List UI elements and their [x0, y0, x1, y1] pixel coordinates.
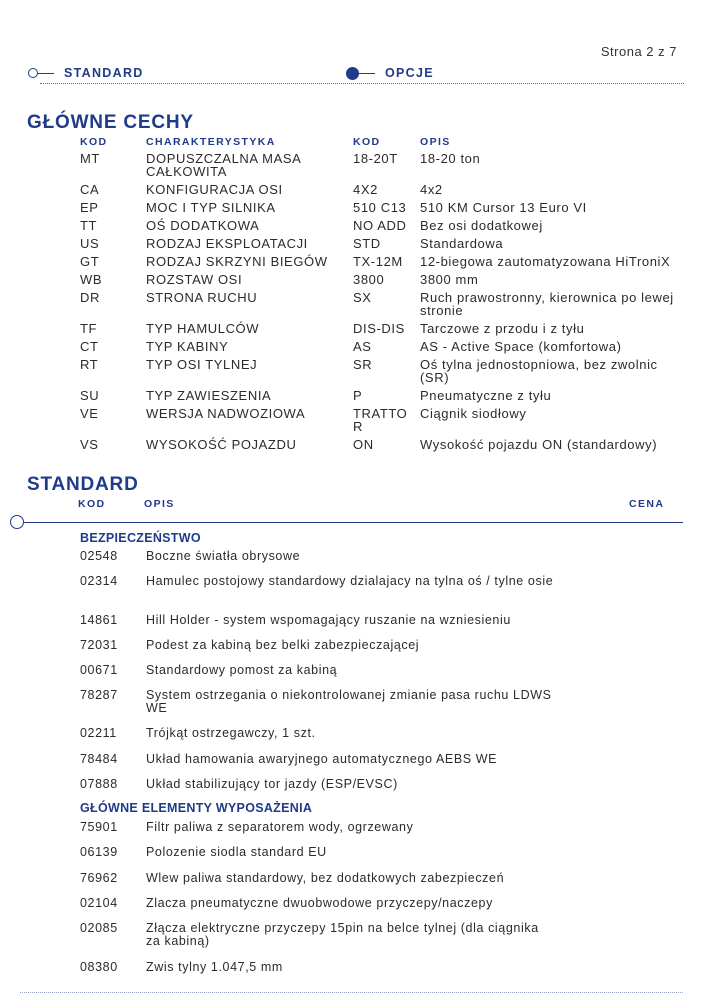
feature-code: SX	[353, 290, 372, 305]
feature-description: 18-20 ton	[420, 151, 481, 166]
feature-description: 4x2	[420, 182, 443, 197]
feature-characteristic: WYSOKOŚĆ POJAZDU	[146, 437, 297, 452]
item-kod: 14861	[80, 613, 118, 627]
item-kod: 02104	[80, 896, 118, 910]
feature-description: Bez osi dodatkowej	[420, 218, 543, 233]
feature-characteristic: TYP HAMULCÓW	[146, 321, 260, 336]
nav-line	[359, 73, 375, 74]
feature-kod: EP	[80, 200, 99, 215]
feature-kod: TT	[80, 218, 98, 233]
feature-code: 3800	[353, 272, 385, 287]
feature-characteristic: TYP KABINY	[146, 339, 229, 354]
feature-description: Ruch prawostronny, kierownica po lewej stronie	[420, 290, 674, 318]
item-kod: 78287	[80, 688, 118, 702]
feature-characteristic: RODZAJ SKRZYNI BIEGÓW	[146, 254, 328, 269]
item-kod: 08380	[80, 960, 118, 974]
item-description: Wlew paliwa standardowy, bez dodatkowych zabezpieczeń	[146, 871, 505, 885]
nav-standard[interactable]	[28, 66, 144, 80]
feature-description: 510 KM Cursor 13 Euro VI	[420, 200, 587, 215]
feature-description: AS - Active Space (komfortowa)	[420, 339, 622, 354]
item-kod: 06139	[80, 845, 118, 859]
col-header-characteristic: CHARAKTERYSTYKA	[146, 136, 276, 148]
feature-kod: VE	[80, 406, 99, 421]
std-header-description: OPIS	[144, 498, 175, 510]
section-title-safety: BEZPIECZEŃSTWO	[80, 531, 201, 545]
feature-code: NO ADD	[353, 218, 407, 233]
section-title-main-equipment: GŁÓWNE ELEMENTY WYPOSAŻENIA	[80, 801, 313, 815]
circle-outline-icon	[10, 515, 24, 529]
nav-line	[38, 73, 54, 74]
feature-characteristic: OŚ DODATKOWA	[146, 218, 260, 233]
main-features-title: GŁÓWNE CECHY	[27, 112, 194, 133]
feature-kod: GT	[80, 254, 100, 269]
item-kod: 07888	[80, 777, 118, 791]
item-description: Polozenie siodla standard EU	[146, 845, 327, 859]
feature-characteristic: DOPUSZCZALNA MASA CAŁKOWITA	[146, 151, 301, 179]
item-kod: 72031	[80, 638, 118, 652]
feature-kod: SU	[80, 388, 100, 403]
item-kod: 02314	[80, 574, 118, 588]
page-number: Strona 2 z 7	[600, 44, 677, 59]
item-description: Układ stabilizujący tor jazdy (ESP/EVSC)	[146, 777, 398, 791]
item-kod: 02085	[80, 921, 118, 935]
section-nav	[28, 66, 684, 84]
feature-characteristic: KONFIGURACJA OSI	[146, 182, 283, 197]
feature-code: DIS-DIS	[353, 321, 405, 336]
feature-description: 12-biegowa zautomatyzowana HiTroniX	[420, 254, 671, 269]
item-description: Podest za kabiną bez belki zabezpieczającej	[146, 638, 420, 652]
footer-divider	[20, 992, 683, 993]
feature-characteristic: ROZSTAW OSI	[146, 272, 243, 287]
feature-description: Tarczowe z przodu i z tyłu	[420, 321, 585, 336]
nav-options-label: OPCJE	[385, 66, 434, 80]
item-description: Hamulec postojowy standardowy dzialajacy na tylna oś / tylne osie	[146, 574, 554, 588]
feature-characteristic: RODZAJ EKSPLOATACJI	[146, 236, 308, 251]
item-kod: 02548	[80, 549, 118, 563]
feature-characteristic: WERSJA NADWOZIOWA	[146, 406, 306, 421]
feature-code: TRATTO R	[353, 406, 408, 434]
item-kod: 76962	[80, 871, 118, 885]
circle-outline-icon	[28, 68, 38, 78]
feature-code: SR	[353, 357, 373, 372]
nav-divider	[40, 83, 684, 84]
feature-kod: RT	[80, 357, 99, 372]
feature-characteristic: TYP OSI TYLNEJ	[146, 357, 258, 372]
feature-characteristic: TYP ZAWIESZENIA	[146, 388, 272, 403]
standard-title: STANDARD	[27, 474, 139, 495]
item-description: Zwis tylny 1.047,5 mm	[146, 960, 283, 974]
standard-divider	[20, 522, 683, 523]
item-kod: 78484	[80, 752, 118, 766]
item-kod: 75901	[80, 820, 118, 834]
feature-description: Wysokość pojazdu ON (standardowy)	[420, 437, 658, 452]
feature-kod: CA	[80, 182, 100, 197]
item-description: Standardowy pomost za kabiną	[146, 663, 338, 677]
item-description: Układ hamowania awaryjnego automatycznego AEBS WE	[146, 752, 498, 766]
feature-code: ON	[353, 437, 374, 452]
std-header-kod: KOD	[78, 498, 106, 510]
col-header-code: KOD	[353, 136, 381, 148]
item-description: System ostrzegania o niekontrolowanej zmianie pasa ruchu LDWS WE	[146, 688, 552, 715]
item-description: Zlacza pneumatyczne dwuobwodowe przyczepy/naczepy	[146, 896, 493, 910]
item-description: Złącza elektryczne przyczepy 15pin na belce tylnej (dla ciągnika za kabiną)	[146, 921, 539, 948]
nav-options[interactable]	[346, 66, 434, 80]
feature-description: Pneumatyczne z tyłu	[420, 388, 552, 403]
feature-description: Standardowa	[420, 236, 504, 251]
nav-standard-label: STANDARD	[64, 66, 144, 80]
feature-description: Oś tylna jednostopniowa, bez zwolnic (SR)	[420, 357, 658, 385]
item-description: Filtr paliwa z separatorem wody, ogrzewany	[146, 820, 414, 834]
item-description: Trójkąt ostrzegawczy, 1 szt.	[146, 726, 316, 740]
feature-kod: DR	[80, 290, 100, 305]
feature-characteristic: MOC I TYP SILNIKA	[146, 200, 276, 215]
item-description: Hill Holder - system wspomagający ruszanie na wzniesieniu	[146, 613, 511, 627]
feature-code: 510 C13	[353, 200, 407, 215]
col-header-description: OPIS	[420, 136, 451, 148]
feature-kod: WB	[80, 272, 103, 287]
feature-kod: TF	[80, 321, 98, 336]
feature-description: Ciągnik siodłowy	[420, 406, 527, 421]
col-header-kod: KOD	[80, 136, 108, 148]
feature-characteristic: STRONA RUCHU	[146, 290, 258, 305]
feature-kod: CT	[80, 339, 99, 354]
feature-description: 3800 mm	[420, 272, 479, 287]
feature-code: 4X2	[353, 182, 378, 197]
feature-kod: VS	[80, 437, 99, 452]
item-description: Boczne światła obrysowe	[146, 549, 301, 563]
feature-kod: MT	[80, 151, 100, 166]
feature-code: 18-20T	[353, 151, 398, 166]
std-header-price: CENA	[629, 498, 665, 510]
item-kod: 00671	[80, 663, 118, 677]
feature-code: TX-12M	[353, 254, 403, 269]
feature-code: STD	[353, 236, 381, 251]
feature-kod: US	[80, 236, 100, 251]
circle-filled-icon	[346, 67, 359, 80]
feature-code: AS	[353, 339, 372, 354]
item-kod: 02211	[80, 726, 117, 740]
feature-code: P	[353, 388, 363, 403]
